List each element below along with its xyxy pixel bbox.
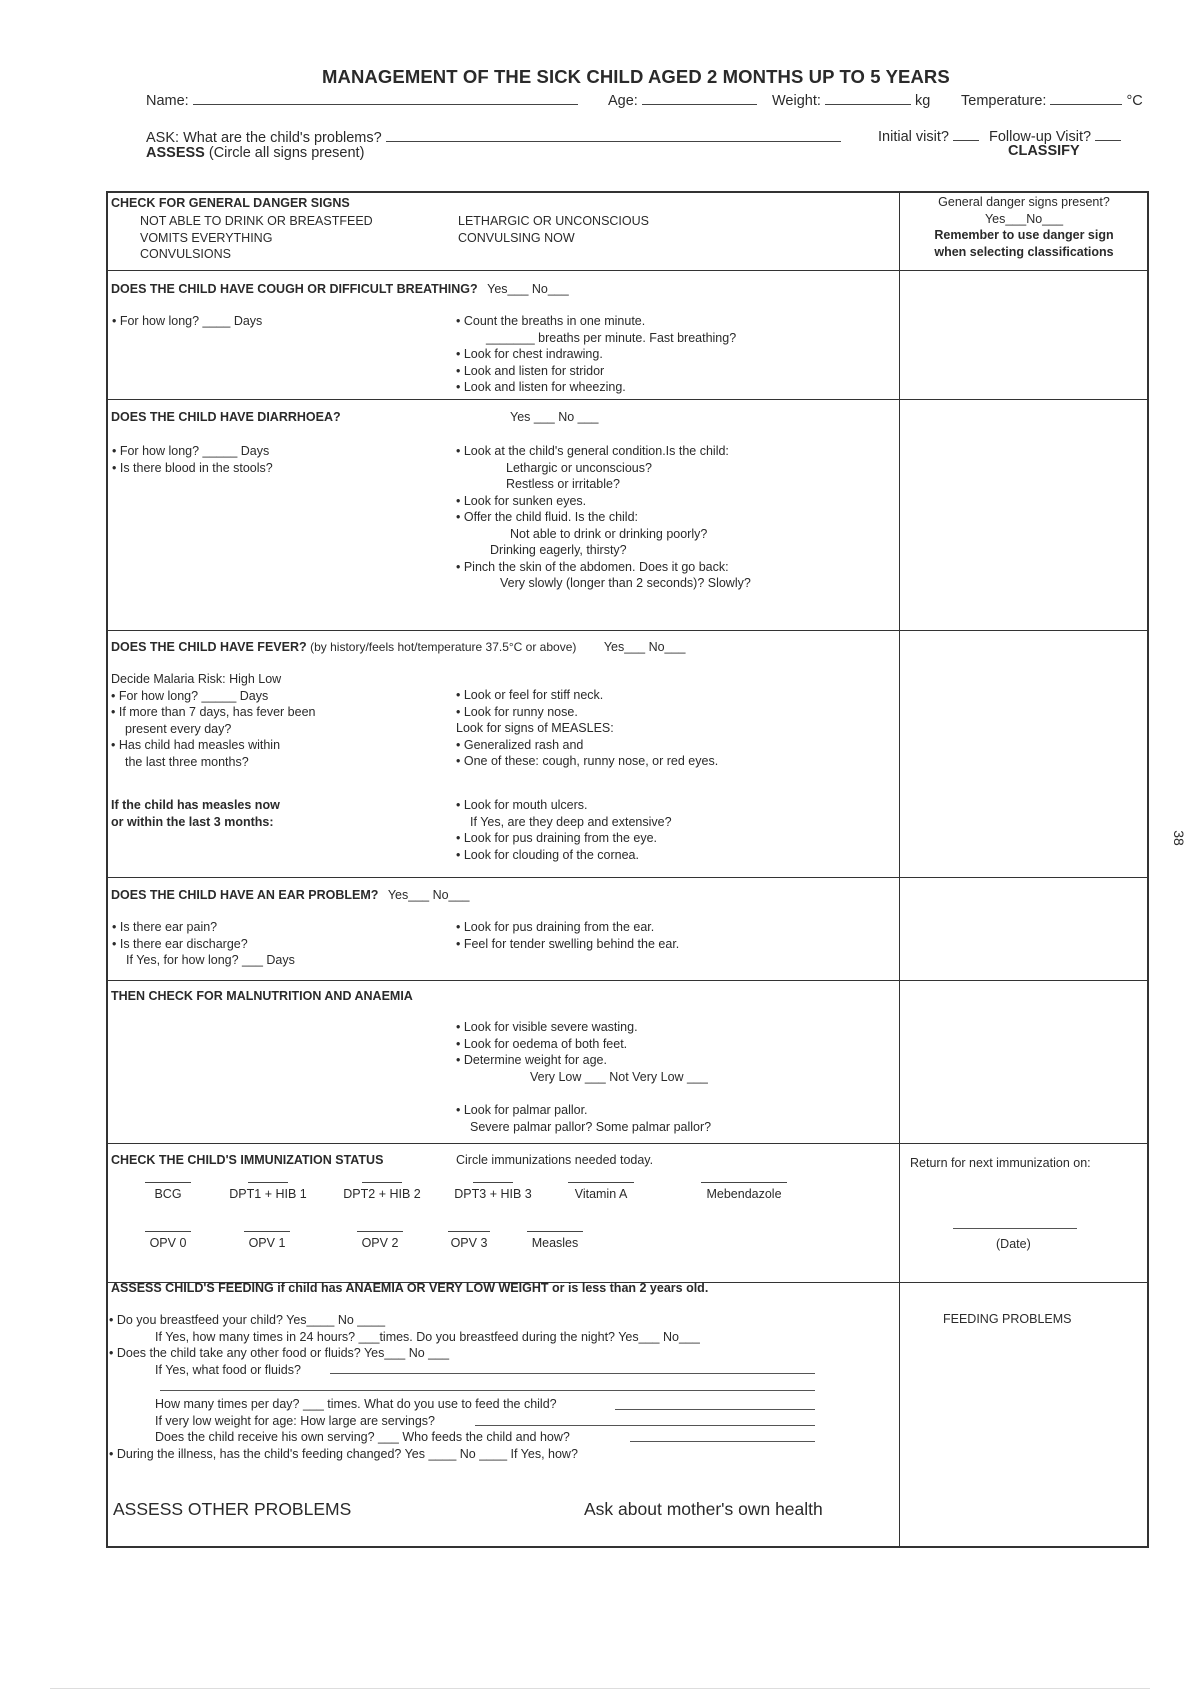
cough-sign[interactable]: • Look and listen for wheezing. bbox=[456, 380, 626, 394]
malnutrition-list bbox=[456, 1019, 708, 1085]
temperature-input[interactable] bbox=[1050, 90, 1122, 105]
immunization-dpt1[interactable]: DPT1 + HIB 1 bbox=[222, 1182, 314, 1201]
cough-sign[interactable]: • Look for chest indrawing. bbox=[456, 347, 603, 361]
immunization-dpt2[interactable]: DPT2 + HIB 2 bbox=[336, 1182, 428, 1201]
immunization-bcg[interactable]: BCG bbox=[140, 1182, 196, 1201]
feeding-question[interactable]: Does the child receive his own serving? ___ Who feeds the child and how? bbox=[155, 1430, 570, 1444]
malnutrition-sign[interactable]: • Look for oedema of both feet. bbox=[456, 1036, 628, 1051]
ear-right-list bbox=[456, 919, 679, 952]
ask-field-group bbox=[146, 127, 841, 146]
measles-note-line: If the child has measles now bbox=[111, 798, 280, 812]
diarrhoea-sign[interactable]: Not able to drink or drinking poorly? bbox=[510, 526, 708, 541]
fever-heading-row bbox=[111, 639, 685, 656]
fever-question[interactable]: • For how long? _____ Days bbox=[111, 688, 269, 703]
row-divider bbox=[106, 877, 1149, 878]
page-number: 38 bbox=[1170, 830, 1187, 846]
diarrhoea-sign[interactable]: • Pinch the skin of the abdomen. Does it go back: bbox=[456, 559, 729, 574]
feeding-problems-label: FEEDING PROBLEMS bbox=[943, 1312, 1072, 1326]
diarrhoea-left-list bbox=[112, 443, 273, 476]
feeding-question[interactable]: • During the illness, has the child's feeding changed? Yes ____ No ____ If Yes, how? bbox=[109, 1446, 578, 1461]
fever-question[interactable]: the last three months? bbox=[125, 754, 249, 769]
diarrhoea-sign[interactable]: • Look for sunken eyes. bbox=[456, 493, 587, 508]
diarrhoea-question[interactable]: • Is there blood in the stools? bbox=[112, 460, 273, 475]
return-immunization-label: Return for next immunization on: bbox=[910, 1156, 1091, 1170]
pallor-sign[interactable]: • Look for palmar pallor. bbox=[456, 1103, 588, 1117]
diarrhoea-sign[interactable]: Drinking eagerly, thirsty? bbox=[490, 543, 627, 557]
ear-sign[interactable]: • Look for pus draining from the ear. bbox=[456, 920, 655, 934]
malnutrition-sign[interactable]: • Determine weight for age. bbox=[456, 1053, 607, 1067]
cough-sign[interactable]: _______ breaths per minute. Fast breathing? bbox=[486, 330, 737, 345]
pallor-sign[interactable]: Severe palmar pallor? Some palmar pallor? bbox=[470, 1119, 712, 1134]
diarrhoea-question[interactable]: • For how long? _____ Days bbox=[112, 444, 270, 458]
problems-input[interactable] bbox=[386, 127, 841, 142]
classify-column-divider bbox=[899, 191, 900, 1548]
danger-sign-item[interactable]: VOMITS EVERYTHING bbox=[140, 230, 273, 245]
feeding-question[interactable]: How many times per day? ___ times. What do you use to feed the child? bbox=[155, 1397, 557, 1411]
temperature-label: Temperature: bbox=[961, 93, 1047, 109]
initial-visit-input[interactable] bbox=[953, 126, 979, 141]
diarrhoea-sign[interactable]: Very slowly (longer than 2 seconds)? Slowly? bbox=[500, 576, 751, 590]
weight-label: Weight: bbox=[772, 93, 821, 109]
date-label: (Date) bbox=[996, 1237, 1031, 1251]
danger-signs-heading: CHECK FOR GENERAL DANGER SIGNS bbox=[111, 196, 350, 210]
diarrhoea-sign[interactable]: • Offer the child fluid. Is the child: bbox=[456, 510, 639, 524]
danger-note: Remember to use danger sign bbox=[934, 228, 1114, 242]
ask-label: ASK: What are the child's problems? bbox=[146, 130, 382, 146]
name-label: Name: bbox=[146, 93, 189, 109]
measles-sign[interactable]: • Look for pus draining from the eye. bbox=[456, 831, 658, 845]
measles-signs-list bbox=[456, 797, 672, 863]
name-field-group bbox=[146, 90, 578, 109]
ear-question[interactable]: If Yes, for how long? ___ Days bbox=[126, 953, 295, 967]
immunization-vitamin-a[interactable]: Vitamin A bbox=[566, 1182, 636, 1201]
feeding-question[interactable]: If Yes, how many times in 24 hours? ___times. Do you breastfeed during the night? Yes___ No___ bbox=[155, 1329, 700, 1344]
fever-sign[interactable]: Look for signs of MEASLES: bbox=[456, 721, 614, 735]
pallor-list bbox=[456, 1102, 711, 1135]
ear-left-list bbox=[112, 919, 295, 969]
measles-note bbox=[111, 797, 280, 830]
fever-question[interactable]: present every day? bbox=[125, 721, 232, 736]
fever-question[interactable]: • If more than 7 days, has fever been bbox=[111, 705, 316, 719]
cough-yesno[interactable]: Yes___ No___ bbox=[487, 282, 569, 296]
row-divider bbox=[106, 1143, 1149, 1144]
measles-sign[interactable]: • Look for clouding of the cornea. bbox=[456, 847, 639, 862]
danger-sign-item[interactable]: LETHARGIC OR UNCONSCIOUS bbox=[458, 214, 649, 228]
assess-heading bbox=[146, 145, 364, 161]
danger-present-yesno[interactable]: Yes___No___ bbox=[984, 211, 1064, 226]
who-feeds-input[interactable] bbox=[630, 1441, 815, 1442]
ear-yesno[interactable]: Yes___ No___ bbox=[387, 888, 470, 902]
cough-sign[interactable]: • Count the breaths in one minute. bbox=[456, 314, 646, 328]
page-edge-line bbox=[50, 1688, 1150, 1689]
ear-sign[interactable]: • Feel for tender swelling behind the ear. bbox=[456, 936, 680, 951]
fever-heading-note: (by history/feels hot/temperature 37.5°C or above) bbox=[310, 640, 577, 654]
malnutrition-heading: THEN CHECK FOR MALNUTRITION AND ANAEMIA bbox=[111, 989, 413, 1003]
immunization-opv3[interactable]: OPV 3 bbox=[446, 1231, 492, 1250]
celsius-label: °C bbox=[1126, 93, 1143, 109]
measles-sign[interactable]: If Yes, are they deep and extensive? bbox=[470, 814, 672, 829]
weight-for-age-choice[interactable]: Very Low ___ Not Very Low ___ bbox=[530, 1069, 708, 1084]
visit-field-group bbox=[878, 126, 1121, 145]
diarrhoea-sign[interactable]: Lethargic or unconscious? bbox=[506, 460, 652, 475]
immunization-opv0[interactable]: OPV 0 bbox=[140, 1231, 196, 1250]
fever-sign[interactable]: • Generalized rash and bbox=[456, 737, 584, 752]
serving-size-input[interactable] bbox=[475, 1425, 815, 1426]
assess-note: (Circle all signs present) bbox=[208, 145, 365, 161]
immunization-opv2[interactable]: OPV 2 bbox=[355, 1231, 405, 1250]
fever-sign[interactable]: • Look for runny nose. bbox=[456, 704, 578, 719]
immunization-note: Circle immunizations needed today. bbox=[456, 1153, 654, 1167]
fever-question[interactable]: • Has child had measles within bbox=[111, 738, 281, 752]
age-label: Age: bbox=[608, 93, 638, 109]
cough-heading-row bbox=[111, 281, 569, 298]
age-field-group bbox=[608, 90, 757, 109]
mother-health-prompt: Ask about mother's own health bbox=[584, 1499, 823, 1519]
followup-input[interactable] bbox=[1095, 126, 1121, 141]
fever-heading: DOES THE CHILD HAVE FEVER? bbox=[111, 640, 307, 654]
page-title: MANAGEMENT OF THE SICK CHILD AGED 2 MONTHS UP TO 5 YEARS bbox=[322, 66, 950, 87]
classify-heading: CLASSIFY bbox=[1008, 143, 1080, 159]
danger-sign-item[interactable]: NOT ABLE TO DRINK OR BREASTFEED bbox=[140, 214, 373, 228]
cough-right-list bbox=[456, 313, 736, 396]
feeding-question[interactable]: • Do you breastfeed your child? Yes____ No ____ bbox=[109, 1313, 386, 1327]
danger-classify-cell bbox=[904, 194, 1144, 260]
fever-sign[interactable]: • One of these: cough, runny nose, or red eyes. bbox=[456, 754, 719, 768]
diarrhoea-yesno[interactable]: Yes ___ No ___ bbox=[510, 410, 599, 424]
kg-label: kg bbox=[914, 93, 931, 109]
danger-signs-left-list bbox=[140, 213, 373, 263]
immunization-mebendazole[interactable]: Mebendazole bbox=[696, 1182, 792, 1201]
cough-sign[interactable]: • Look and listen for stridor bbox=[456, 363, 605, 378]
food-fluids-input[interactable] bbox=[330, 1373, 815, 1374]
fever-sign[interactable]: • Look or feel for stiff neck. bbox=[456, 688, 604, 702]
ear-heading: DOES THE CHILD HAVE AN EAR PROBLEM? bbox=[111, 888, 379, 902]
weight-input[interactable] bbox=[825, 90, 911, 105]
food-fluids-input-line2[interactable] bbox=[160, 1390, 815, 1391]
danger-signs-right-list bbox=[458, 213, 649, 246]
row-divider bbox=[106, 270, 1149, 271]
immunization-heading: CHECK THE CHILD'S IMMUNIZATION STATUS bbox=[111, 1153, 384, 1167]
diarrhoea-sign[interactable]: Restless or irritable? bbox=[506, 477, 620, 491]
fever-left-list bbox=[111, 671, 316, 770]
cough-heading: DOES THE CHILD HAVE COUGH OR DIFFICULT BREATHING? bbox=[111, 282, 478, 296]
cough-question[interactable]: • For how long? ____ Days bbox=[112, 314, 263, 328]
feeding-questions bbox=[109, 1312, 700, 1378]
diarrhoea-right-list bbox=[456, 443, 751, 592]
cough-left-list bbox=[112, 313, 262, 330]
temperature-field-group bbox=[961, 90, 1143, 109]
feeding-questions-2 bbox=[109, 1396, 578, 1462]
measles-sign[interactable]: • Look for mouth ulcers. bbox=[456, 798, 588, 812]
malaria-risk[interactable]: Decide Malaria Risk: High Low bbox=[111, 672, 282, 686]
initial-visit-label: Initial visit? bbox=[878, 129, 949, 145]
measles-note-line: or within the last 3 months: bbox=[111, 814, 274, 829]
feeding-utensil-input[interactable] bbox=[615, 1409, 815, 1410]
fever-yesno[interactable]: Yes___ No___ bbox=[603, 640, 686, 654]
age-input[interactable] bbox=[642, 90, 757, 105]
feeding-question[interactable]: If Yes, what food or fluids? bbox=[155, 1362, 301, 1377]
immunization-opv1[interactable]: OPV 1 bbox=[242, 1231, 292, 1250]
feeding-question[interactable]: • Does the child take any other food or fluids? Yes___ No ___ bbox=[109, 1346, 450, 1360]
return-date-input[interactable] bbox=[953, 1228, 1077, 1229]
followup-label: Follow-up Visit? bbox=[988, 129, 1092, 145]
danger-sign-item[interactable]: CONVULSIONS bbox=[140, 247, 231, 261]
ear-question[interactable]: • Is there ear discharge? bbox=[112, 936, 248, 951]
name-input[interactable] bbox=[193, 90, 578, 105]
ear-heading-row bbox=[111, 887, 469, 904]
row-divider bbox=[106, 630, 1149, 631]
feeding-question[interactable]: If very low weight for age: How large are servings? bbox=[155, 1413, 435, 1428]
fever-right-list bbox=[456, 687, 718, 770]
diarrhoea-sign[interactable]: • Look at the child's general condition.Is the child: bbox=[456, 444, 729, 458]
danger-note: when selecting classifications bbox=[934, 244, 1114, 259]
danger-present-question: General danger signs present? bbox=[938, 195, 1110, 209]
diarrhoea-heading: DOES THE CHILD HAVE DIARRHOEA? bbox=[111, 410, 341, 424]
assess-bold-label: ASSESS bbox=[146, 145, 205, 161]
feeding-heading: ASSESS CHILD'S FEEDING if child has ANAEMIA OR VERY LOW WEIGHT or is less than 2 years old. bbox=[111, 1281, 709, 1295]
immunization-dpt3[interactable]: DPT3 + HIB 3 bbox=[447, 1182, 539, 1201]
ear-question[interactable]: • Is there ear pain? bbox=[112, 920, 218, 934]
malnutrition-sign[interactable]: • Look for visible severe wasting. bbox=[456, 1020, 638, 1034]
immunization-measles[interactable]: Measles bbox=[525, 1231, 585, 1250]
danger-sign-item[interactable]: CONVULSING NOW bbox=[458, 230, 575, 245]
weight-field-group bbox=[772, 90, 930, 109]
assess-other-problems: ASSESS OTHER PROBLEMS bbox=[113, 1499, 352, 1519]
row-divider bbox=[106, 980, 1149, 981]
row-divider bbox=[106, 399, 1149, 400]
